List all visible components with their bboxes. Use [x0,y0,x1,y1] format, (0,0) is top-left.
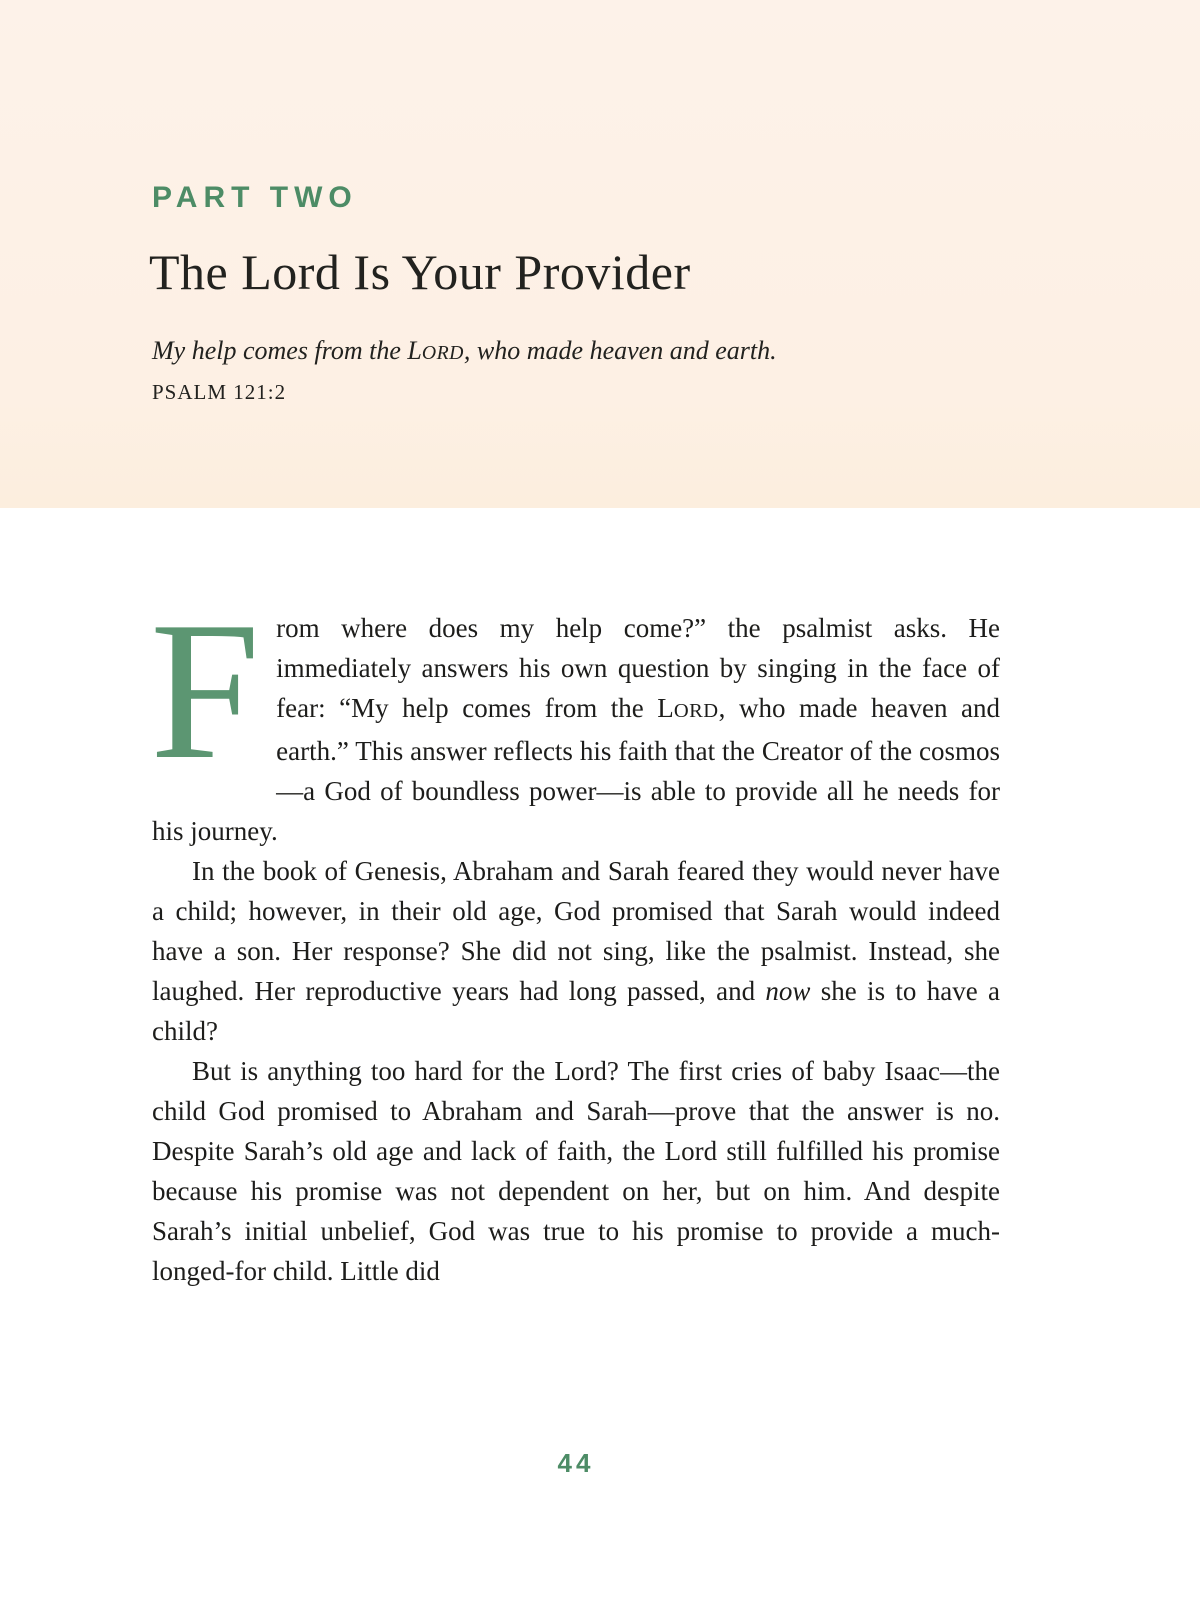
epigraph-verse: My help comes from the LORD, who made heaven and earth. [152,336,777,365]
body-text-column [150,581,1001,1291]
drop-cap: F [150,581,261,800]
epigraph-citation: PSALM 121:2 [152,379,287,404]
paragraph-1 [150,581,1001,851]
part-opener-header [0,0,1200,508]
part-title: The Lord Is Your Provider [149,244,691,300]
paragraph-3: But is anything too hard for the Lord? The first cries of baby Isaac—the child God promised to Abraham and Sarah—prove that the answer is no. Despite Sarah’s old age and lack of faith, the Lord still fulfilled his promise because his promise was not dependent on her, but on him. And despite Sarah’s initial unbelief, God was true to his promise to provide a much-longed-for child. Little did [152,1056,1000,1286]
paragraph-1-text: rom where does my help come?” the psalmist asks. He immediately answers his own question by singing in the face of fear: “My help comes from the LORD, who made heaven and earth.” This answer reflects his faith that the Creator of the cosmos—a God of boundless power—is able to provide all he needs for his journey. [152,613,1001,846]
paragraph-2: In the book of Genesis, Abraham and Sarah feared they would never have a child; however, in their old age, God promised that Sarah would indeed have a son. Her response? She did not sing, like the psalmist. Instead, she laughed. Her reproductive years had long passed, and now she is to have a child? [152,856,1000,1046]
page-number: 44 [557,1448,595,1478]
part-label: PART TWO [152,181,358,214]
